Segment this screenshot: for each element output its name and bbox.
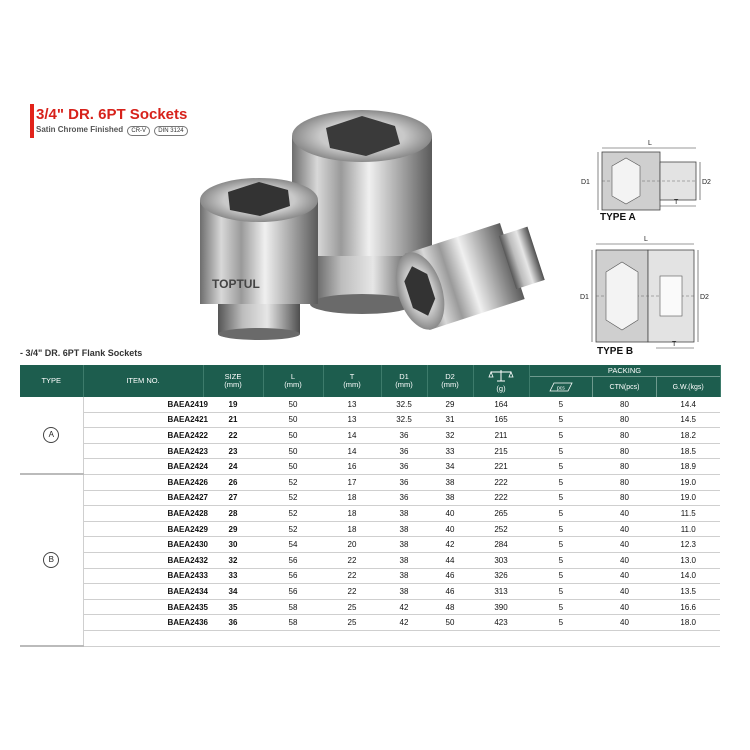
table-row (20, 568, 720, 584)
packing-values (529, 462, 720, 471)
size-cell (203, 630, 263, 646)
packing-cell (529, 506, 720, 522)
table-row (20, 443, 720, 459)
type-badge: B (43, 552, 59, 568)
weight-cell: 265 (473, 506, 529, 522)
item-no-cell: BAEA2433 (83, 568, 203, 584)
l-cell: 56 (263, 568, 323, 584)
d1-cell: 38 (381, 506, 427, 522)
d1-cell: 38 (381, 568, 427, 584)
packing-values (529, 509, 720, 518)
gw-cell: 12.3 (680, 540, 696, 550)
l-cell: 50 (263, 428, 323, 444)
ctn-cell: 40 (620, 540, 629, 550)
col-t-unit: (mm) (343, 380, 361, 389)
t-cell: 14 (323, 443, 381, 459)
type-a-dim-d2: D2 (702, 179, 711, 186)
pcs-cell: 5 (558, 493, 564, 503)
col-item-no: ITEM NO. (83, 365, 203, 397)
t-cell (323, 630, 381, 646)
item-no-cell: BAEA2424 (83, 459, 203, 475)
ctn-cell: 80 (620, 430, 629, 440)
item-no-cell: BAEA2428 (83, 506, 203, 522)
col-size (203, 365, 263, 397)
type-b-dim-d1: D1 (580, 294, 589, 301)
type-a-label: TYPE A (600, 212, 636, 223)
packing-cell (529, 584, 720, 600)
pcs-cell: 5 (558, 415, 564, 425)
type-b-diagram (578, 232, 728, 352)
l-cell: 52 (263, 506, 323, 522)
item-no-cell: BAEA2435 (83, 599, 203, 615)
pcs-cell: 5 (558, 430, 564, 440)
weight-cell: 211 (473, 428, 529, 444)
pcs-cell: 5 (558, 524, 564, 534)
table-row (20, 630, 720, 646)
item-no-cell: BAEA2421 (83, 412, 203, 428)
item-no-cell (83, 630, 203, 646)
weight-cell: 313 (473, 584, 529, 600)
box-icon (548, 381, 574, 393)
packing-cell (529, 443, 720, 459)
table-row (20, 397, 720, 412)
d1-cell: 38 (381, 552, 427, 568)
l-cell: 58 (263, 599, 323, 615)
ctn-cell: 40 (620, 618, 629, 628)
l-cell: 56 (263, 552, 323, 568)
packing-values (529, 618, 720, 627)
t-cell: 25 (323, 615, 381, 631)
size-cell: 24 (203, 459, 263, 475)
ctn-cell: 80 (620, 399, 629, 409)
weight-cell: 164 (473, 397, 529, 412)
packing-cell (529, 459, 720, 475)
col-weight (473, 365, 529, 397)
t-cell: 18 (323, 490, 381, 506)
page-title: 3/4" DR. 6PT Sockets (36, 106, 188, 123)
d1-cell: 38 (381, 584, 427, 600)
d2-cell: 40 (427, 506, 473, 522)
size-cell: 36 (203, 615, 263, 631)
d2-cell: 40 (427, 521, 473, 537)
d2-cell: 46 (427, 568, 473, 584)
packing-values (529, 400, 720, 409)
socket-medium (200, 178, 318, 340)
page-subtitle (36, 125, 188, 136)
l-cell: 58 (263, 615, 323, 631)
gw-cell: 14.0 (680, 571, 696, 581)
packing-cell (529, 397, 720, 412)
badge-crv: CR-V (127, 126, 150, 136)
ctn-cell: 40 (620, 508, 629, 518)
l-cell: 52 (263, 490, 323, 506)
packing-values (529, 540, 720, 549)
t-cell: 20 (323, 537, 381, 553)
weight-cell: 423 (473, 615, 529, 631)
pcs-cell: 5 (558, 586, 564, 596)
t-cell: 18 (323, 521, 381, 537)
table-row (20, 506, 720, 522)
size-cell: 27 (203, 490, 263, 506)
pcs-cell: 5 (558, 571, 564, 581)
pcs-cell: 5 (558, 618, 564, 628)
table-row (20, 474, 720, 490)
item-no-cell: BAEA2419 (83, 397, 203, 412)
col-d1-label: D1 (399, 372, 409, 381)
weight-cell: 252 (473, 521, 529, 537)
col-d2-unit: (mm) (441, 380, 459, 389)
ctn-cell: 80 (620, 477, 629, 487)
type-b-dim-l: L (644, 236, 648, 243)
gw-cell: 13.5 (680, 586, 696, 596)
table-row (20, 537, 720, 553)
packing-cell (529, 412, 720, 428)
l-cell: 52 (263, 521, 323, 537)
packing-cell (529, 474, 720, 490)
packing-values (529, 556, 720, 565)
packing-cell (529, 630, 720, 646)
type-b-label: TYPE B (597, 346, 634, 357)
weight-cell: 326 (473, 568, 529, 584)
d2-cell: 38 (427, 474, 473, 490)
d1-cell: 32.5 (381, 397, 427, 412)
packing-cell (529, 490, 720, 506)
t-cell: 13 (323, 397, 381, 412)
weight-cell: 390 (473, 599, 529, 615)
weight-cell: 284 (473, 537, 529, 553)
pcs-cell: 5 (558, 477, 564, 487)
brand-engraving: TOPTUL (212, 277, 260, 291)
col-size-unit: (mm) (224, 380, 242, 389)
ctn-cell: 80 (620, 493, 629, 503)
item-no-cell: BAEA2434 (83, 584, 203, 600)
d1-cell: 42 (381, 599, 427, 615)
packing-values (529, 447, 720, 456)
gw-cell: 13.0 (680, 555, 696, 565)
col-size-label: SIZE (224, 372, 242, 381)
col-d1 (381, 365, 427, 397)
item-no-cell: BAEA2427 (83, 490, 203, 506)
size-cell: 32 (203, 552, 263, 568)
gw-cell: 19.0 (680, 493, 696, 503)
weight-cell: 215 (473, 443, 529, 459)
box-icon-text: pcs (556, 385, 565, 392)
gw-cell: 18.5 (680, 446, 696, 456)
col-type: TYPE (20, 365, 83, 397)
packing-values (529, 493, 720, 502)
size-cell: 22 (203, 428, 263, 444)
pcs-cell: 5 (558, 602, 564, 612)
size-cell: 29 (203, 521, 263, 537)
pcs-cell: 5 (558, 446, 564, 456)
packing-values (529, 478, 720, 487)
l-cell: 50 (263, 459, 323, 475)
gw-cell: 11.0 (680, 524, 696, 534)
t-cell: 22 (323, 552, 381, 568)
d1-cell: 38 (381, 521, 427, 537)
gw-cell: 14.4 (680, 399, 696, 409)
ctn-cell: 40 (620, 524, 629, 534)
packing-values (529, 431, 720, 440)
item-no-cell: BAEA2426 (83, 474, 203, 490)
d1-cell: 32.5 (381, 412, 427, 428)
col-t-label: T (349, 372, 355, 381)
col-packing (529, 365, 720, 397)
ctn-cell: 80 (620, 462, 629, 472)
size-cell: 19 (203, 397, 263, 412)
gw-cell: 11.5 (680, 508, 696, 518)
t-cell: 18 (323, 506, 381, 522)
ctn-cell: 40 (620, 571, 629, 581)
t-cell: 25 (323, 599, 381, 615)
col-l-unit: (mm) (284, 380, 302, 389)
size-cell: 30 (203, 537, 263, 553)
packing-values (529, 415, 720, 424)
t-cell: 16 (323, 459, 381, 475)
packing-cell (529, 599, 720, 615)
d1-cell: 36 (381, 428, 427, 444)
table-row (20, 521, 720, 537)
pcs-cell: 5 (558, 462, 564, 472)
weight-cell: 165 (473, 412, 529, 428)
spec-table-body (20, 397, 720, 646)
item-no-cell: BAEA2432 (83, 552, 203, 568)
packing-cell (529, 615, 720, 631)
l-cell (263, 630, 323, 646)
item-no-cell: BAEA2422 (83, 428, 203, 444)
table-header-row (20, 365, 720, 397)
weight-cell: 222 (473, 474, 529, 490)
d1-cell: 36 (381, 459, 427, 475)
pcs-cell: 5 (558, 508, 564, 518)
packing-cell (529, 521, 720, 537)
ctn-cell: 80 (620, 415, 629, 425)
ctn-cell: 40 (620, 602, 629, 612)
col-l (263, 365, 323, 397)
l-cell: 52 (263, 474, 323, 490)
d2-cell: 48 (427, 599, 473, 615)
l-cell: 50 (263, 397, 323, 412)
d2-cell: 44 (427, 552, 473, 568)
table-row (20, 584, 720, 600)
item-no-cell: BAEA2430 (83, 537, 203, 553)
gw-cell: 18.0 (680, 618, 696, 628)
size-cell: 26 (203, 474, 263, 490)
table-caption: - 3/4" DR. 6PT Flank Sockets (20, 348, 143, 358)
d1-cell: 36 (381, 443, 427, 459)
pcs-cell: 5 (558, 399, 564, 409)
d2-cell: 38 (427, 490, 473, 506)
ctn-cell: 40 (620, 555, 629, 565)
type-b-dim-d2: D2 (700, 294, 709, 301)
type-b-dim-t: T (672, 341, 677, 348)
packing-ctn-unit: (pcs) (623, 383, 640, 391)
t-cell: 13 (323, 412, 381, 428)
d1-cell: 42 (381, 615, 427, 631)
table-row (20, 615, 720, 631)
size-cell: 33 (203, 568, 263, 584)
l-cell: 50 (263, 412, 323, 428)
d2-cell: 29 (427, 397, 473, 412)
t-cell: 17 (323, 474, 381, 490)
ctn-cell: 80 (620, 446, 629, 456)
l-cell: 54 (263, 537, 323, 553)
d1-cell (381, 630, 427, 646)
packing-values (529, 603, 720, 612)
gw-cell: 18.9 (680, 462, 696, 472)
type-a-diagram (578, 136, 728, 216)
col-d2 (427, 365, 473, 397)
table-row (20, 552, 720, 568)
packing-values (529, 587, 720, 596)
item-no-cell: BAEA2436 (83, 615, 203, 631)
packing-ctn (593, 377, 657, 397)
item-no-cell: BAEA2429 (83, 521, 203, 537)
packing-pcs (530, 377, 594, 397)
gw-cell: 16.6 (680, 602, 696, 612)
size-cell: 35 (203, 599, 263, 615)
packing-cell (529, 537, 720, 553)
packing-cell (529, 552, 720, 568)
t-cell: 14 (323, 428, 381, 444)
weight-cell (473, 630, 529, 646)
size-cell: 23 (203, 443, 263, 459)
d1-cell: 36 (381, 474, 427, 490)
packing-values (529, 525, 720, 534)
d2-cell: 34 (427, 459, 473, 475)
t-cell: 22 (323, 568, 381, 584)
table-row (20, 428, 720, 444)
d2-cell: 33 (427, 443, 473, 459)
title-accent-bar (30, 104, 34, 138)
packing-gw-label: G.W. (672, 383, 689, 391)
weight-cell: 222 (473, 490, 529, 506)
packing-gw (657, 377, 720, 397)
col-d2-label: D2 (445, 372, 455, 381)
col-d1-unit: (mm) (395, 380, 413, 389)
d2-cell: 42 (427, 537, 473, 553)
packing-values (529, 571, 720, 580)
gw-cell: 18.2 (680, 430, 696, 440)
weight-cell: 303 (473, 552, 529, 568)
table-row (20, 599, 720, 615)
packing-subheaders (530, 377, 720, 397)
d2-cell: 46 (427, 584, 473, 600)
size-cell: 28 (203, 506, 263, 522)
pcs-cell: 5 (558, 555, 564, 565)
type-a-dim-l: L (648, 140, 652, 147)
d1-cell: 38 (381, 537, 427, 553)
spec-table (20, 365, 721, 647)
l-cell: 50 (263, 443, 323, 459)
d2-cell (427, 630, 473, 646)
scale-icon (488, 369, 514, 383)
packing-ctn-label: CTN (609, 383, 624, 391)
col-t (323, 365, 381, 397)
type-a-dim-d1: D1 (581, 179, 590, 186)
ctn-cell: 40 (620, 586, 629, 596)
t-cell: 22 (323, 584, 381, 600)
table-row (20, 490, 720, 506)
table-row (20, 459, 720, 475)
size-cell: 34 (203, 584, 263, 600)
type-badge: A (43, 427, 59, 443)
d2-cell: 32 (427, 428, 473, 444)
badge-din: DIN 3124 (154, 126, 187, 136)
subtitle-text: Satin Chrome Finished (36, 125, 124, 134)
d2-cell: 31 (427, 412, 473, 428)
packing-cell (529, 428, 720, 444)
gw-cell: 14.5 (680, 415, 696, 425)
type-a-dim-t: T (674, 199, 679, 206)
packing-label: PACKING (530, 365, 720, 377)
table-row (20, 412, 720, 428)
type-cell (20, 397, 83, 474)
col-weight-unit: (g) (496, 384, 506, 393)
size-cell: 21 (203, 412, 263, 428)
item-no-cell: BAEA2423 (83, 443, 203, 459)
d2-cell: 50 (427, 615, 473, 631)
sockets-product-image (190, 108, 560, 340)
col-l-label: L (290, 372, 296, 381)
packing-cell (529, 568, 720, 584)
packing-gw-unit: (kgs) (688, 383, 704, 391)
gw-cell: 19.0 (680, 477, 696, 487)
d1-cell: 36 (381, 490, 427, 506)
weight-cell: 221 (473, 459, 529, 475)
type-cell (20, 474, 83, 646)
pcs-cell: 5 (558, 540, 564, 550)
l-cell: 56 (263, 584, 323, 600)
